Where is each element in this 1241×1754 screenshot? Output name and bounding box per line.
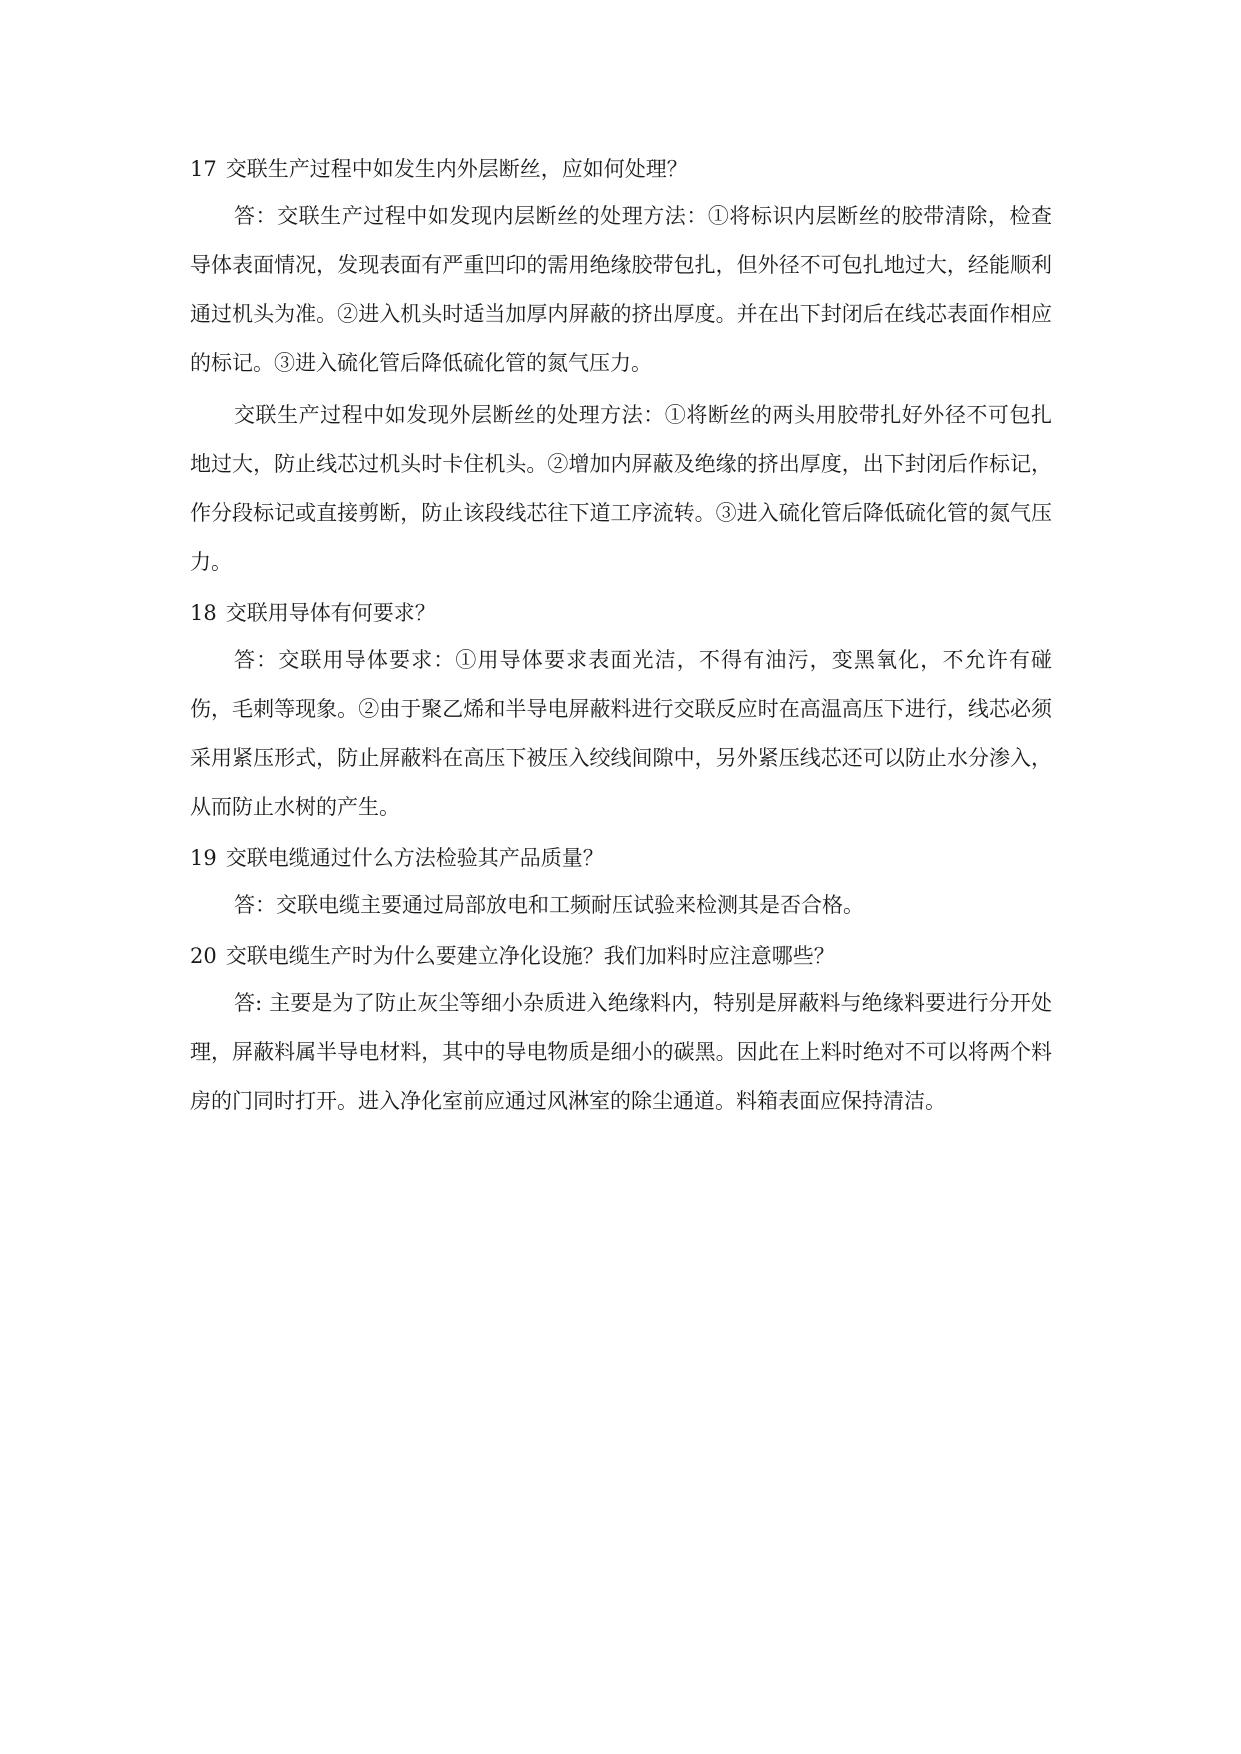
answer-paragraph: 答：交联用导体要求：①用导体要求表面光洁，不得有油污，变黑氧化，不允许有碰伤，毛刺等现象。②由于聚乙烯和半导电屏蔽料进行交联反应时在高温高压下进行，线芯必须采用紧压形式，防止屏蔽料在高压下被压入绞线间隙中，另外紧压线芯还可以防止水分渗入，从而防止水树的产生。	[190, 648, 1052, 819]
answer-paragraph: 答: 主要是为了防止灰尘等细小杂质进入绝缘料内，特别是屏蔽料与绝缘料要进行分开处理，屏蔽料属半导电材料，其中的导电物质是细小的碳黑。因此在上料时绝对不可以将两个料房的门同时打开。进入净化室前应通过风淋室的除尘通道。料箱表面应保持清洁。	[190, 991, 1052, 1113]
question-text: 交联用导体有何要求？	[225, 601, 436, 625]
question-18	[190, 598, 1052, 628]
question-19	[190, 843, 1052, 873]
question-text: 交联电缆生产时为什么要建立净化设施？我们加料时应注意哪些？	[225, 944, 835, 968]
question-text: 交联电缆通过什么方法检验其产品质量？	[225, 846, 604, 870]
answer-paragraph: 答：交联电缆主要通过局部放电和工频耐压试验来检测其是否合格。	[234, 893, 864, 917]
document-body	[190, 154, 1052, 1132]
question-text: 交联生产过程中如发生内外层断丝，应如何处理？	[225, 157, 688, 181]
question-number: 18	[190, 601, 217, 625]
question-number: 19	[190, 846, 217, 870]
question-17	[190, 154, 1052, 184]
answer-paragraph: 交联生产过程中如发现外层断丝的处理方法：①将断丝的两头用胶带扎好外径不可包扎地过大，防止线芯过机头时卡住机头。②增加内屏蔽及绝缘的挤出厚度，出下封闭后作标记，作分段标记或直接剪断，防止该段线芯往下道工序流转。③进入硫化管后降低硫化管的氮气压力。	[190, 403, 1052, 574]
question-20	[190, 941, 1052, 971]
question-number: 20	[190, 944, 217, 968]
question-number: 17	[190, 157, 217, 181]
answer-paragraph: 答：交联生产过程中如发现内层断丝的处理方法：①将标识内层断丝的胶带清除，检查导体表面情况，发现表面有严重凹印的需用绝缘胶带包扎，但外径不可包扎地过大，经能顺利通过机头为准。②进入机头时适当加厚内屏蔽的挤出厚度。并在出下封闭后在线芯表面作相应的标记。③进入硫化管后降低硫化管的氮气压力。	[190, 204, 1052, 375]
